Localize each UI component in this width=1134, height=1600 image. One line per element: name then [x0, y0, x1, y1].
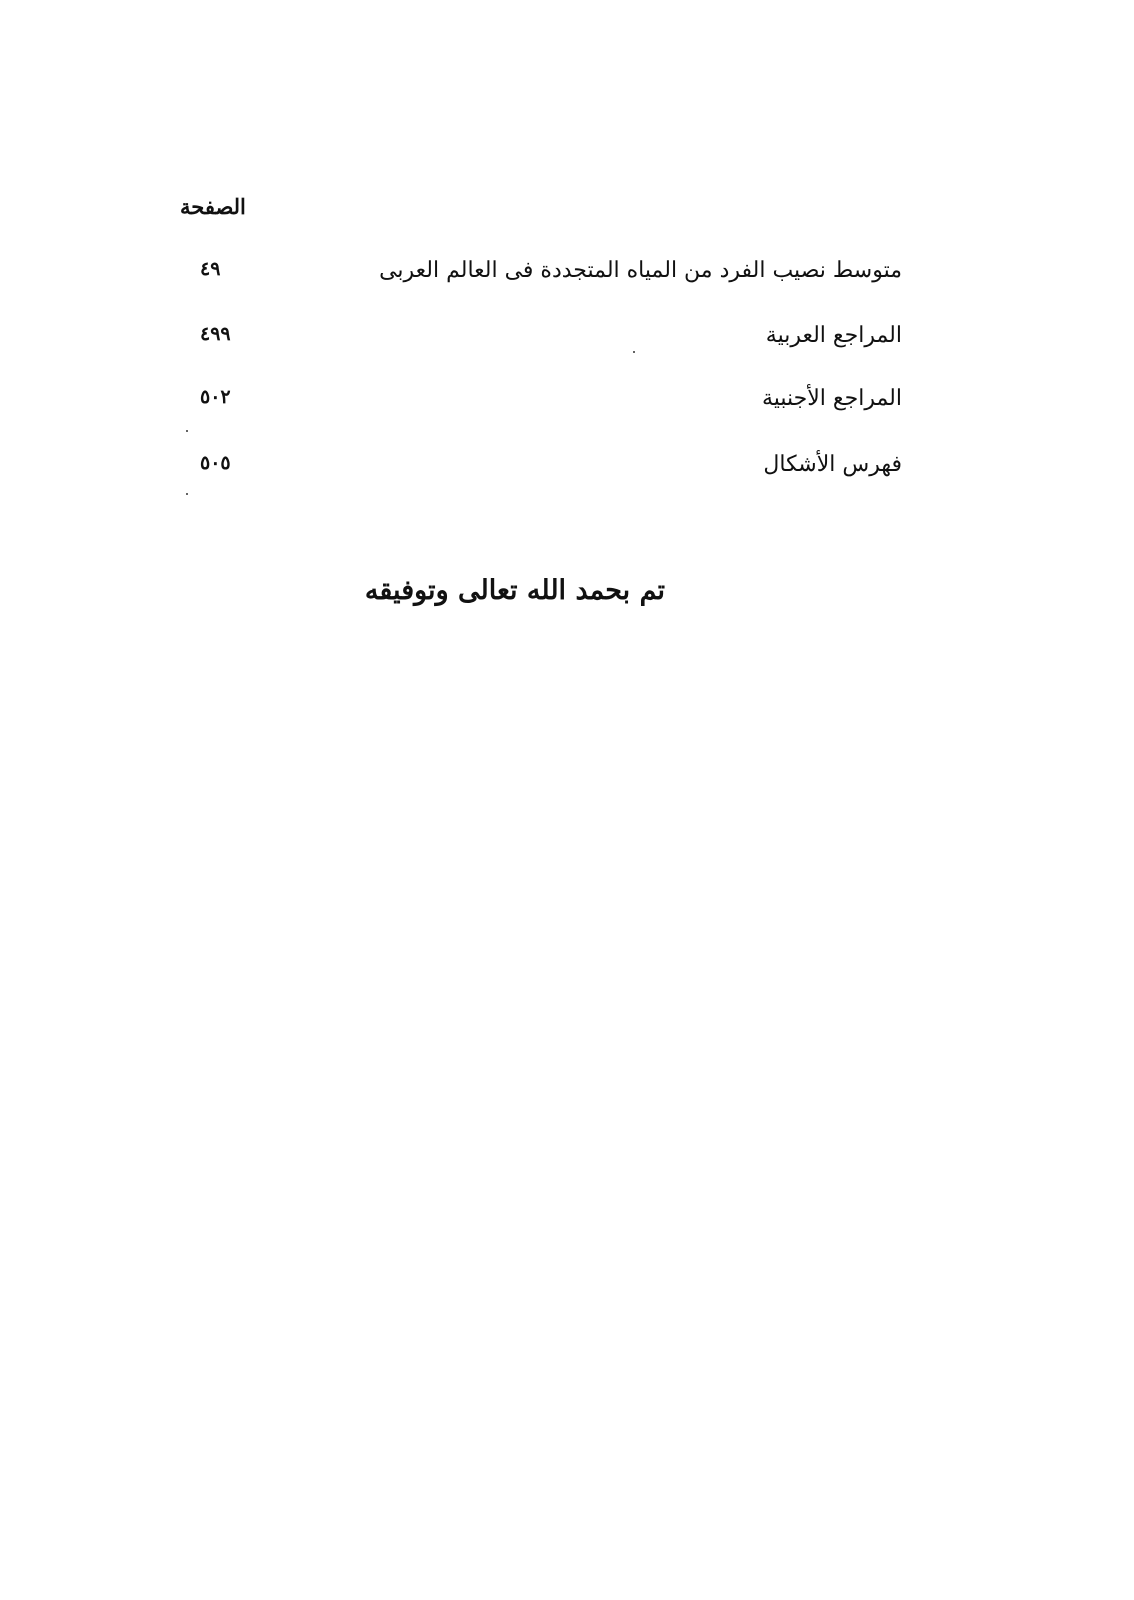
toc-page-number: ٥٠٢ [200, 386, 231, 408]
scan-speck [186, 493, 188, 495]
scan-speck [186, 430, 188, 432]
scan-speck [633, 351, 635, 353]
page-column-header: الصفحة [180, 194, 246, 219]
toc-entry [190, 452, 902, 492]
toc-title: المراجع الأجنبية [761, 386, 902, 411]
closing-statement: تم بحمد الله تعالى وتوفيقه [364, 575, 666, 606]
toc-entry [190, 323, 902, 363]
toc-page-number: ٤٩ [200, 258, 221, 280]
toc-page-number: ٥٠٥ [200, 452, 231, 474]
toc-entry [190, 258, 902, 298]
toc-page-number: ٤٩٩ [200, 323, 231, 345]
toc-title: متوسط نصيب الفرد من المياه المتجددة فى العالم العربى [379, 258, 902, 283]
toc-entry [190, 386, 902, 426]
toc-title: المراجع العربية [765, 323, 902, 348]
toc-title: فهرس الأشكال [763, 452, 902, 477]
